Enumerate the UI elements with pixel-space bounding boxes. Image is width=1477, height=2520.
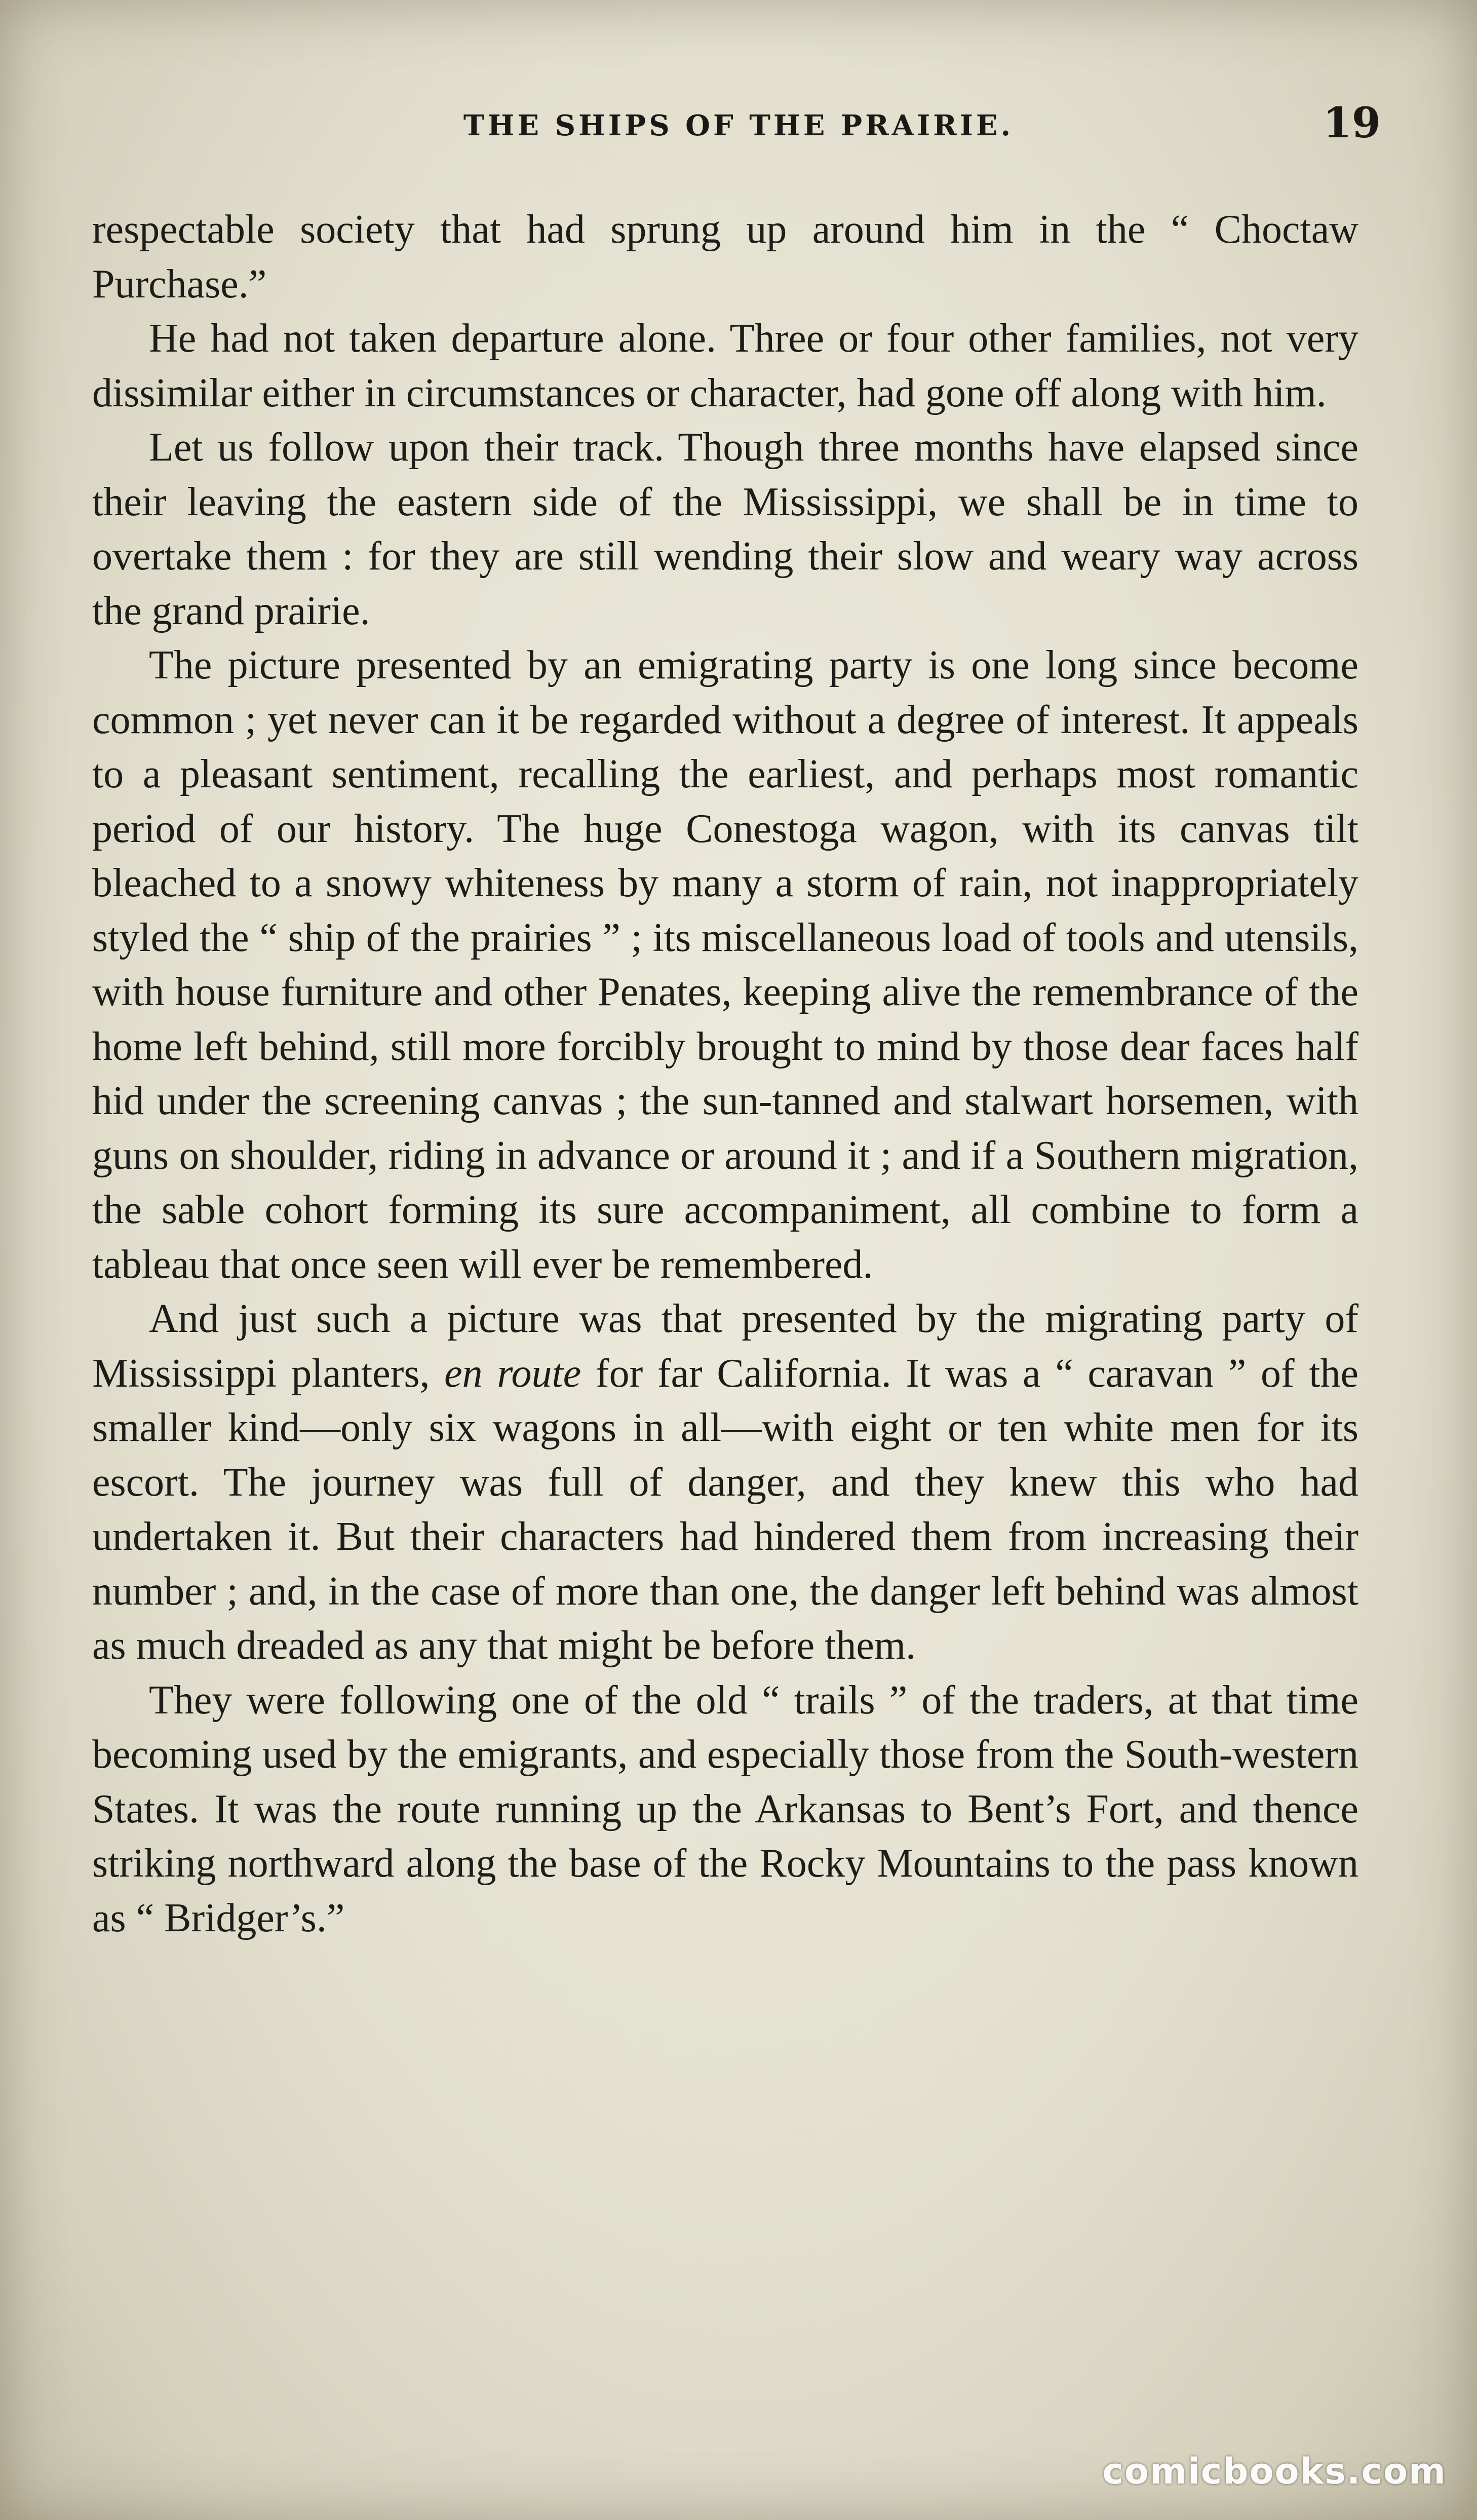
watermark-text: comicbooks.com (1102, 2451, 1447, 2492)
paragraph-caravan-italic: en route (444, 1351, 581, 1396)
page-header (96, 99, 1381, 160)
body-text (92, 203, 1358, 1945)
paragraph-continuation: respectable society that had sprung up around him in the “ Choctaw Purchase.” (92, 207, 1358, 307)
paragraph-follow-track: Let us follow upon their track. Though three months have elapsed since their leaving the eastern side of the Mississippi, we shall be in time to overtake them : for they are still wending their slow and weary way across the grand prairie. (92, 425, 1358, 633)
paragraph-trails: They were following one of the old “ trails ” of the traders, at that time becoming used by the emigrants, and especially those from the South-western States. It was the route running up the Arkansas to Bent’s Fort, and thence striking northward along the base of the Rocky Mountains to the pass known as “ Bridger’s.” (92, 1677, 1358, 1940)
running-title: THE SHIPS OF THE PRAIRIE. (463, 109, 1014, 142)
paragraph-caravan-text-before: And just such a picture was that presented by the migrating party of Mississippi planters, (92, 1296, 1358, 1396)
paragraph-emigrating-party: The picture presented by an emigrating party is one long since become common ; yet never can it be regarded without a degree of interest. It appeals to a pleasant sentiment, recalling the earliest, and perhaps most romantic period of our history. The huge Conestoga wagon, with its canvas tilt bleached to a snowy whiteness by many a storm of rain, not inappropriately styled the “ ship of the prairies ” ; its miscellaneous load of tools and utensils, with house furniture and other Penates, keeping alive the remembrance of the home left behind, still more forcibly brought to mind by those dear faces half hid under the screening canvas ; the sun-tanned and stalwart horsemen, with guns on shoulder, riding in advance or around it ; and if a Southern migration, the sable cohort forming its sure accompaniment, all combine to form a tableau that once seen will ever be remembered. (92, 643, 1358, 1287)
paragraph-departure: He had not taken departure alone. Three or four other families, not very dissimilar either in circumstances or character, had gone off along with him. (92, 316, 1358, 415)
paragraph-caravan-text-after: for far California. It was a “ caravan ” of the smaller kind—only six wagons in all—with eight or ten white men for its escort. The journey was full of danger, and they knew this who had undertaken it. But their characters had hindered them from increasing their number ; and, in the case of more than one, the danger left behind was almost as much dreaded as any that might be before them. (92, 1351, 1358, 1668)
paragraph-caravan (92, 1292, 1358, 1673)
page-number: 19 (1323, 99, 1381, 147)
